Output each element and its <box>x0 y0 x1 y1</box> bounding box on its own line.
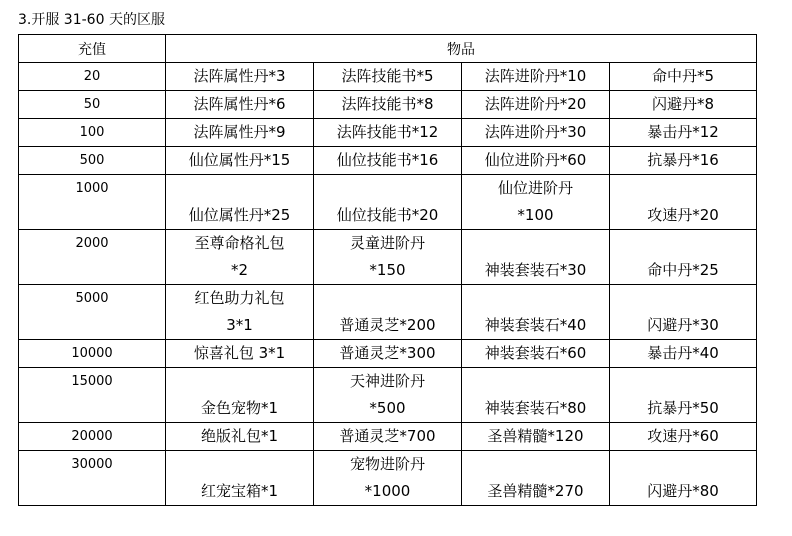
reward-item-text: 法阵进阶丹*20 <box>484 95 587 113</box>
reward-item-text: 命中丹*5 <box>651 67 715 85</box>
reward-item-text: 金色宠物*1 <box>200 399 279 417</box>
recharge-amount: 1000 <box>75 181 109 196</box>
recharge-amount-cell <box>19 63 166 91</box>
recharge-amount: 20 <box>83 69 101 84</box>
table-header-row <box>19 35 757 63</box>
reward-item-cell <box>166 147 314 175</box>
reward-item-cell <box>166 230 314 285</box>
recharge-amount: 2000 <box>75 236 109 251</box>
reward-item-text: 攻速丹*60 <box>647 427 719 445</box>
table-row <box>19 451 757 506</box>
reward-item-text: 普通灵芝*700 <box>339 427 436 445</box>
reward-item-cell <box>314 368 462 423</box>
reward-item-text: *150 <box>369 261 406 279</box>
reward-item-cell <box>610 91 757 119</box>
reward-item-text: 仙位进阶丹 <box>497 179 573 197</box>
items-column-header: 物品 <box>166 35 757 63</box>
reward-item-cell <box>462 119 610 147</box>
reward-item-text: 3*1 <box>226 316 253 334</box>
recharge-amount: 30000 <box>71 457 113 472</box>
reward-item-text: 神装套装石*30 <box>484 261 587 279</box>
reward-item-cell <box>166 423 314 451</box>
reward-item-cell <box>462 147 610 175</box>
reward-item-text: 绝版礼包*1 <box>200 427 279 445</box>
reward-item-cell <box>314 175 462 230</box>
reward-item-text: 圣兽精髓*120 <box>487 427 584 445</box>
reward-item-text: 命中丹*25 <box>647 261 719 279</box>
reward-item-cell <box>166 451 314 506</box>
reward-item-cell <box>166 119 314 147</box>
recharge-amount: 10000 <box>71 346 113 361</box>
recharge-amount: 15000 <box>71 374 113 389</box>
reward-item-text: 法阵技能书*5 <box>341 67 434 85</box>
reward-item-text: 暴击丹*40 <box>647 344 719 362</box>
reward-item-cell <box>462 285 610 340</box>
recharge-amount: 20000 <box>71 429 113 444</box>
reward-item-cell <box>314 230 462 285</box>
reward-item-text: 法阵属性丹*3 <box>193 67 286 85</box>
reward-item-text: 闪避丹*30 <box>647 316 719 334</box>
reward-item-cell <box>166 285 314 340</box>
reward-item-text: 仙位属性丹*15 <box>188 151 291 169</box>
table-row <box>19 63 757 91</box>
table-row <box>19 119 757 147</box>
reward-item-text: 神装套装石*80 <box>484 399 587 417</box>
reward-item-cell <box>314 147 462 175</box>
reward-item-cell <box>462 451 610 506</box>
reward-item-text: 攻速丹*20 <box>647 206 719 224</box>
reward-item-text: 天神进阶丹 <box>349 372 425 390</box>
reward-item-cell <box>314 423 462 451</box>
reward-item-text: 圣兽精髓*270 <box>487 482 584 500</box>
recharge-amount: 50 <box>83 97 101 112</box>
reward-item-text: 神装套装石*40 <box>484 316 587 334</box>
recharge-amount-cell <box>19 175 166 230</box>
reward-item-cell <box>610 451 757 506</box>
reward-item-text: 抗暴丹*50 <box>647 399 719 417</box>
reward-item-text: 抗暴丹*16 <box>647 151 719 169</box>
reward-item-cell <box>314 285 462 340</box>
reward-item-text: 法阵进阶丹*10 <box>484 67 587 85</box>
reward-item-cell <box>166 175 314 230</box>
recharge-amount-cell <box>19 91 166 119</box>
recharge-amount-cell <box>19 340 166 368</box>
table-row <box>19 340 757 368</box>
reward-item-text: 法阵技能书*12 <box>336 123 439 141</box>
reward-item-cell <box>166 340 314 368</box>
reward-item-cell <box>462 175 610 230</box>
recharge-amount-cell <box>19 368 166 423</box>
reward-item-text: 仙位进阶丹*60 <box>484 151 587 169</box>
reward-item-text: 法阵进阶丹*30 <box>484 123 587 141</box>
reward-item-cell <box>166 91 314 119</box>
recharge-amount-cell <box>19 423 166 451</box>
reward-item-text: 灵童进阶丹 <box>349 234 425 252</box>
reward-item-text: 闪避丹*80 <box>647 482 719 500</box>
recharge-amount-cell <box>19 119 166 147</box>
reward-item-text: *100 <box>517 206 554 224</box>
recharge-amount: 100 <box>79 125 105 140</box>
reward-item-cell <box>610 230 757 285</box>
table-row <box>19 147 757 175</box>
reward-item-cell <box>314 119 462 147</box>
reward-item-text: 闪避丹*8 <box>651 95 715 113</box>
reward-item-cell <box>462 230 610 285</box>
reward-item-text: 神装套装石*60 <box>484 344 587 362</box>
recharge-amount: 5000 <box>75 291 109 306</box>
recharge-reward-table <box>18 34 757 506</box>
reward-item-text: 普通灵芝*300 <box>339 344 436 362</box>
table-row <box>19 285 757 340</box>
reward-item-cell <box>166 368 314 423</box>
table-row <box>19 368 757 423</box>
reward-item-text: *1000 <box>364 482 411 500</box>
reward-item-text: 红色助力礼包 <box>194 289 285 307</box>
reward-item-text: 至尊命格礼包 <box>194 234 285 252</box>
reward-item-cell <box>166 63 314 91</box>
reward-item-cell <box>462 340 610 368</box>
reward-item-cell <box>462 423 610 451</box>
table-row <box>19 230 757 285</box>
recharge-amount-cell <box>19 147 166 175</box>
reward-item-cell <box>610 147 757 175</box>
section-heading: 3.开服 31-60 天的区服 <box>18 12 165 28</box>
reward-item-text: 红宠宝箱*1 <box>200 482 279 500</box>
reward-item-cell <box>610 285 757 340</box>
reward-item-cell <box>610 175 757 230</box>
reward-item-text: 法阵属性丹*9 <box>193 123 286 141</box>
reward-item-cell <box>314 63 462 91</box>
reward-item-cell <box>462 91 610 119</box>
reward-item-cell <box>610 340 757 368</box>
table-row <box>19 91 757 119</box>
reward-item-text: 法阵技能书*8 <box>341 95 434 113</box>
recharge-amount: 500 <box>79 153 105 168</box>
recharge-amount-cell <box>19 285 166 340</box>
reward-item-text: 仙位技能书*16 <box>336 151 439 169</box>
reward-item-cell <box>610 119 757 147</box>
reward-item-text: 普通灵芝*200 <box>339 316 436 334</box>
reward-item-text: *2 <box>230 261 249 279</box>
reward-item-cell <box>314 451 462 506</box>
table-row <box>19 175 757 230</box>
reward-item-cell <box>610 368 757 423</box>
recharge-amount-cell <box>19 230 166 285</box>
reward-item-text: *500 <box>369 399 406 417</box>
reward-item-cell <box>462 368 610 423</box>
recharge-amount-cell <box>19 451 166 506</box>
table-row <box>19 423 757 451</box>
reward-item-cell <box>314 340 462 368</box>
reward-item-text: 法阵属性丹*6 <box>193 95 286 113</box>
reward-item-text: 惊喜礼包 3*1 <box>193 344 286 362</box>
reward-item-text: 仙位技能书*20 <box>336 206 439 224</box>
reward-item-text: 仙位属性丹*25 <box>188 206 291 224</box>
reward-item-cell <box>462 63 610 91</box>
reward-item-text: 暴击丹*12 <box>647 123 719 141</box>
reward-item-cell <box>610 63 757 91</box>
reward-item-cell <box>610 423 757 451</box>
recharge-column-header: 充值 <box>19 35 166 63</box>
reward-item-text: 宠物进阶丹 <box>349 455 425 473</box>
reward-item-cell <box>314 91 462 119</box>
